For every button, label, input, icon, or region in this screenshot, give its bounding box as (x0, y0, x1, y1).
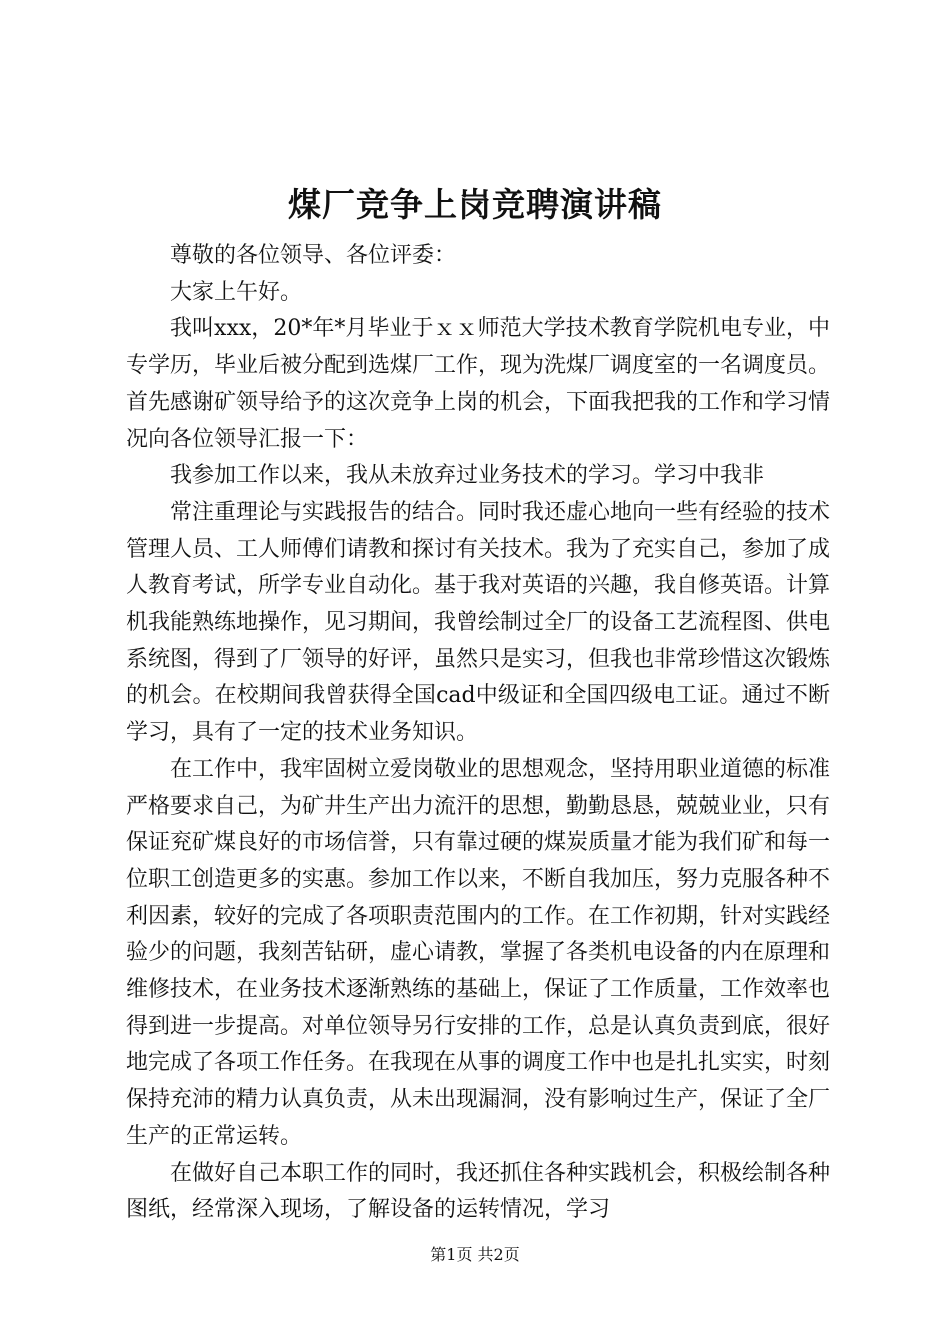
paragraph-greeting: 大家上午好。 (170, 279, 303, 305)
paragraph-salutation: 尊敬的各位领导、各位评委： (170, 243, 457, 268)
page-number-footer: 第1页 共2页 (430, 1245, 520, 1264)
document-body (126, 238, 830, 1229)
paragraph-practice: 在做好自己本职工作的同时，我还抓住各种实践机会，积极绘制各种图纸，经常深入现场，了解设备的运转情况，学习 (126, 1160, 831, 1223)
document-title: 煤厂竞争上岗竞聘演讲稿 (288, 185, 662, 224)
paragraph-work-attitude: 在工作中，我牢固树立爱岗敬业的思想观念，坚持用职业道德的标准严格要求自己，为矿井生产出力流汗的思想，勤勤恳恳，兢兢业业，只有保证兖矿煤良好的市场信誉，只有靠过硬的煤炭质量才能为我们矿和每一位职工创造更多的实惠。参加工作以来，不断自我加压，努力克服各种不利因素，较好的完成了各项职责范围内的工作。在工作初期，针对实践经验少的问题，我刻苦钻研，虚心请教，掌握了各类机电设备的内在原理和维修技术，在业务技术逐渐熟练的基础上，保证了工作质量，工作效率也得到进一步提高。对单位领导另行安排的工作，总是认真负责到底，很好地完成了各项工作任务。在我现在从事的调度工作中也是扎扎实实，时刻保持充沛的精力认真负责，从未出现漏洞，没有影响过生产，保证了全厂生产的正常运转。 (126, 756, 831, 1149)
paragraph-study-intro: 我参加工作以来，我从未放弃过业务技术的学习。学习中我非 (170, 463, 765, 489)
paragraph-study-detail: 常注重理论与实践报告的结合。同时我还虚心地向一些有经验的技术管理人员、工人师傅们请教和探讨有关技术。我为了充实自己，参加了成人教育考试，所学专业自动化。基于我对英语的兴趣，我自修英语。计算机我能熟练地操作，见习期间，我曾绘制过全厂的设备工艺流程图、供电系统图，得到了厂领导的好评，虽然只是实习，但我也非常珍惜这次锻炼的机会。在校期间我曾获得全国cad中级证和全国四级电工证。通过不断学习，具有了一定的技术业务知识。 (126, 499, 831, 746)
paragraph-introduction: 我叫xxx，20*年*月毕业于ｘｘ师范大学技术教育学院机电专业，中专学历，毕业后被分配到选煤厂工作，现为洗煤厂调度室的一名调度员。首先感谢矿领导给予的这次竞争上岗的机会，下面我把我的工作和学习情况向各位领导汇报一下： (126, 316, 831, 452)
